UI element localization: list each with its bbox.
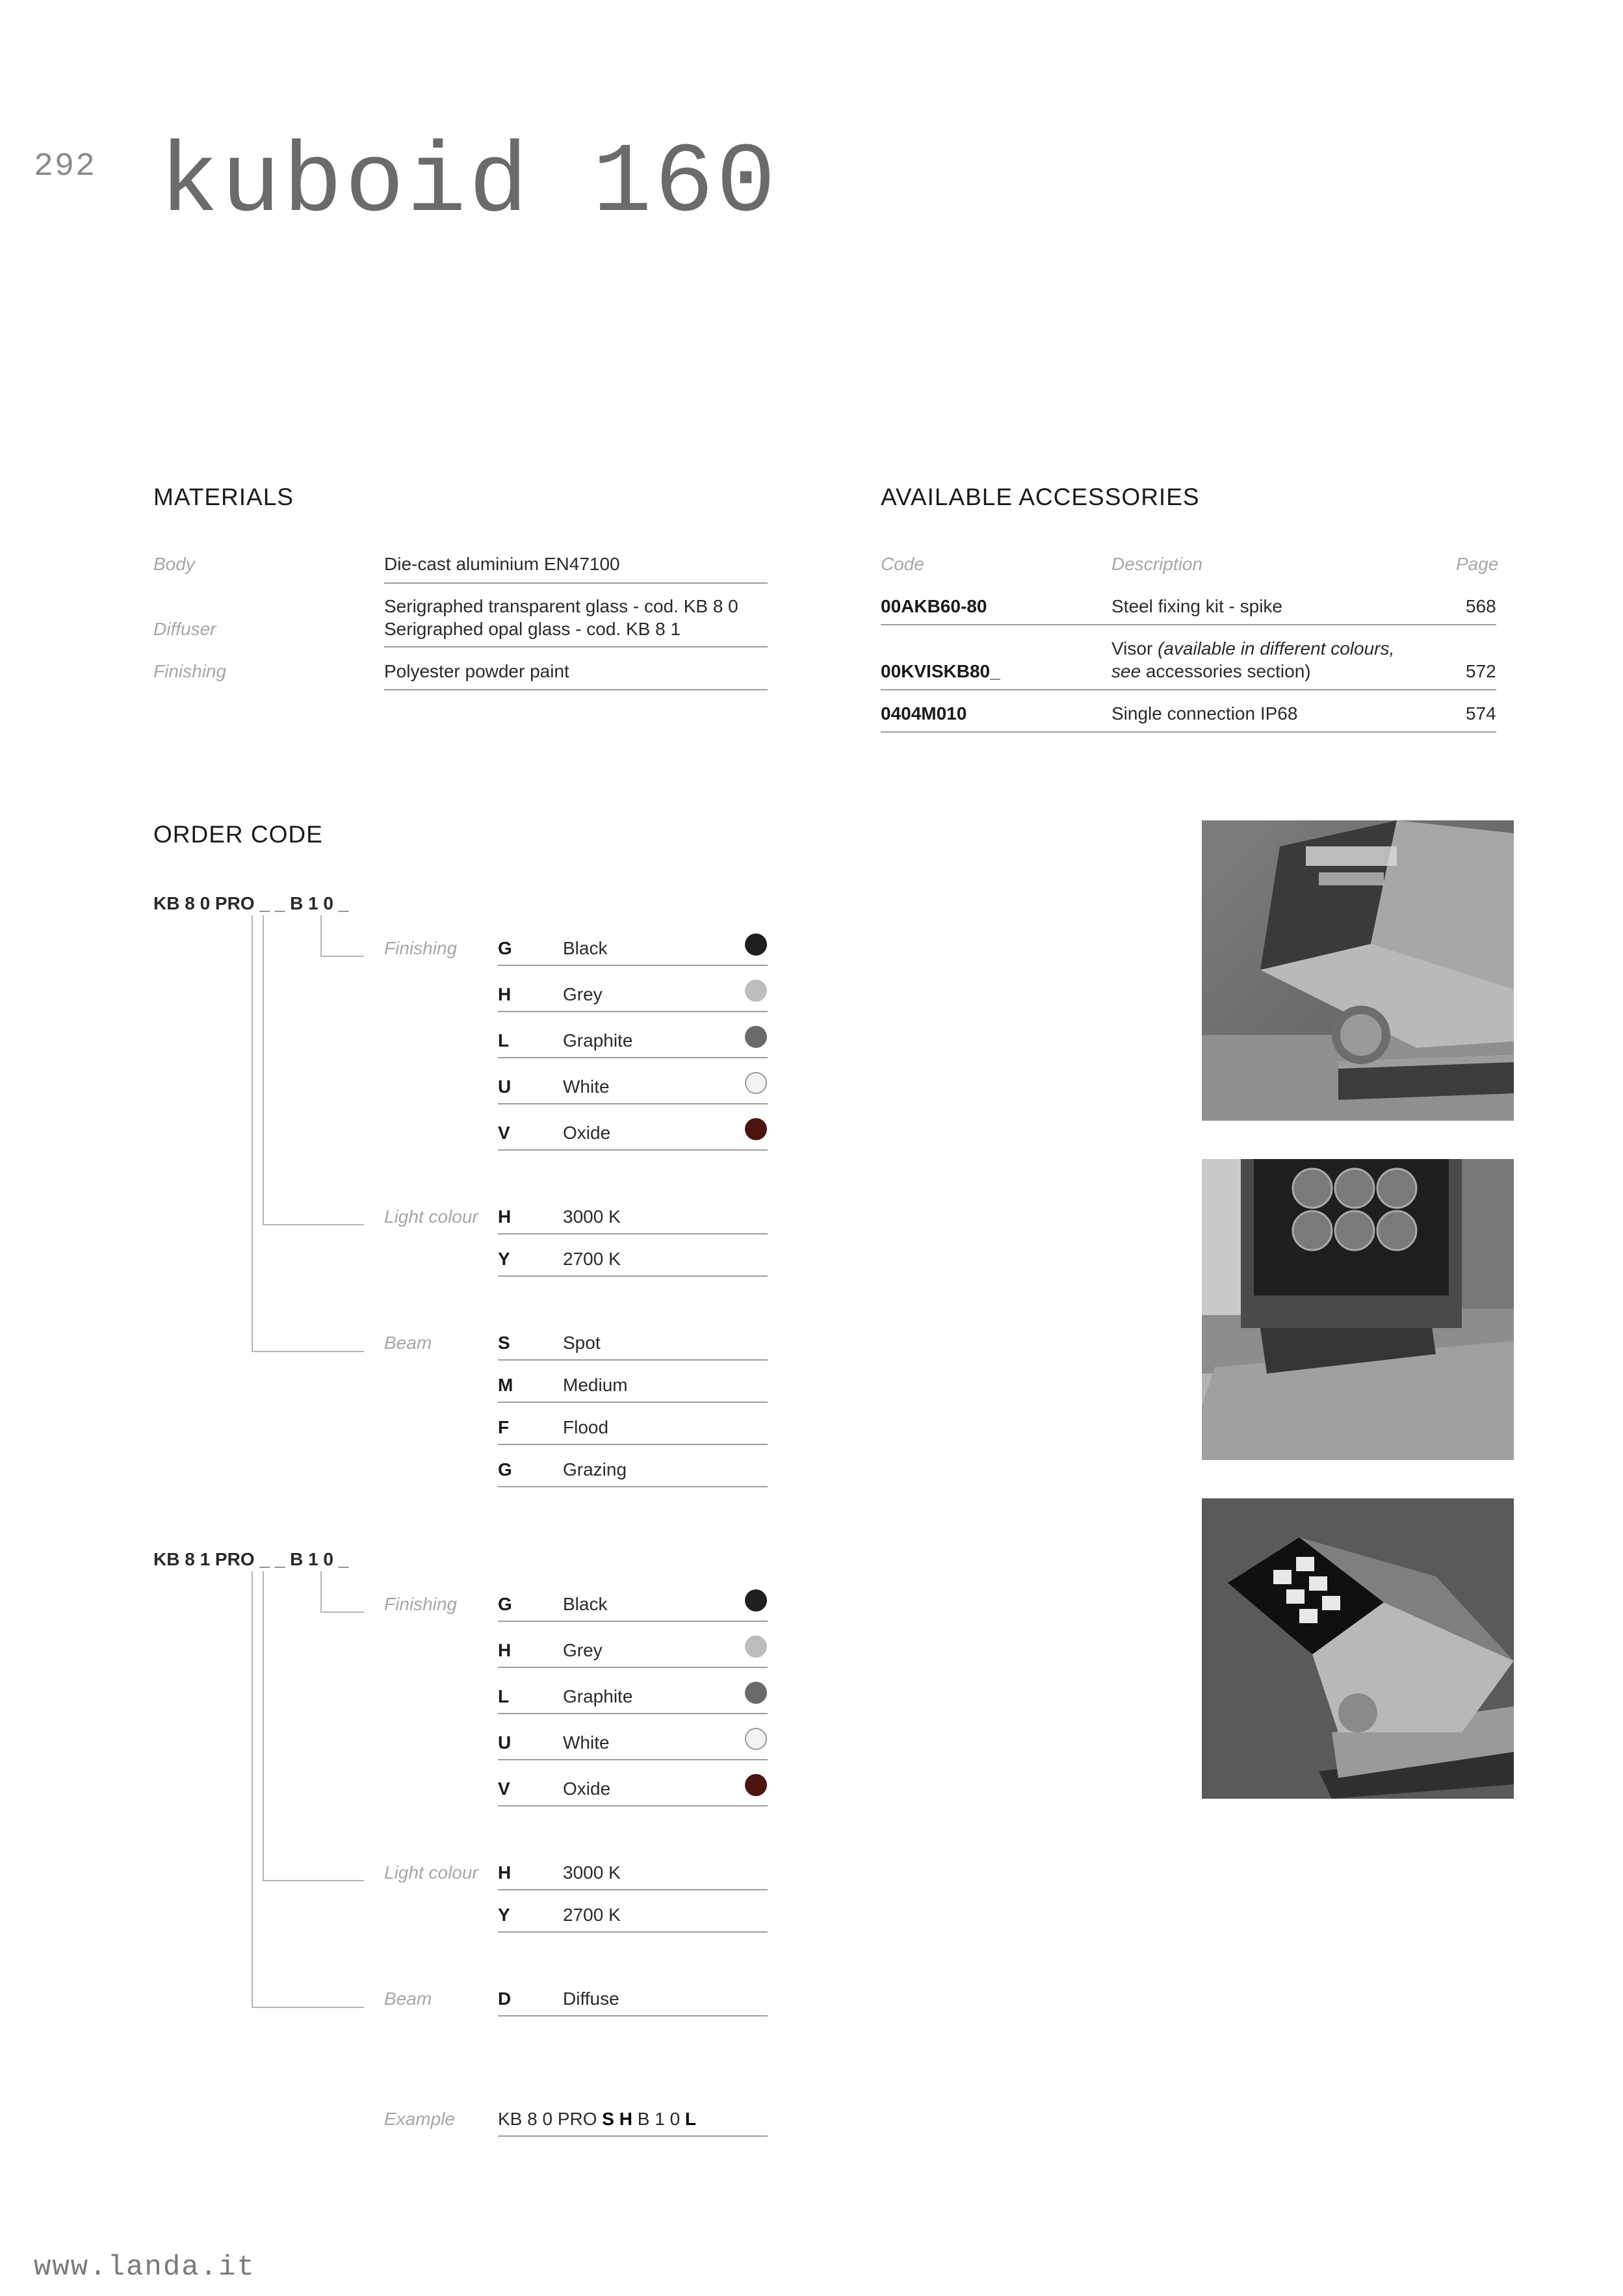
divider xyxy=(384,689,768,690)
option-name: Graphite xyxy=(563,1686,633,1706)
option-name: White xyxy=(563,1732,610,1753)
accessories-col-description: Description xyxy=(1111,554,1203,574)
divider xyxy=(384,646,768,647)
option-code: F xyxy=(498,1417,510,1437)
materials-label-diffuser: Diffuser xyxy=(153,619,216,639)
tree-connector xyxy=(263,1571,264,1880)
option-code: L xyxy=(498,1686,510,1706)
materials-value-diffuser-line1: Serigraphed transparent glass - cod. KB 8 0 xyxy=(384,596,738,616)
tree-connector xyxy=(252,1351,364,1352)
color-swatch-grey xyxy=(745,1636,767,1658)
option-name: Black xyxy=(563,1594,608,1614)
tree-connector xyxy=(252,2007,364,2008)
product-photo-side xyxy=(1202,820,1514,1121)
divider xyxy=(498,1011,768,1012)
divider xyxy=(498,1805,768,1807)
divider xyxy=(498,965,768,966)
option-name: 2700 K xyxy=(563,1249,621,1269)
color-swatch-graphite xyxy=(745,1026,767,1048)
accessories-heading: AVAILABLE ACCESSORIES xyxy=(881,484,1200,510)
option-code: Y xyxy=(498,1905,510,1925)
color-swatch-white xyxy=(745,1728,767,1750)
materials-value-diffuser-line2: Serigraphed opal glass - cod. KB 8 1 xyxy=(384,619,681,639)
option-code: U xyxy=(498,1076,512,1097)
accessory-code: 0404M010 xyxy=(881,703,967,724)
accessory-code: 00AKB60-80 xyxy=(881,596,987,616)
option-name: Grey xyxy=(563,1640,603,1660)
option-code: H xyxy=(498,1207,512,1227)
divider xyxy=(498,1402,768,1403)
materials-value-finishing: Polyester powder paint xyxy=(384,661,569,681)
divider xyxy=(881,624,1496,625)
light-colour-label: Light colour xyxy=(384,1862,478,1883)
beam-label: Beam xyxy=(384,1989,432,2009)
divider xyxy=(498,1621,768,1622)
divider xyxy=(498,1233,768,1234)
option-code: M xyxy=(498,1375,513,1395)
option-name: 3000 K xyxy=(563,1862,621,1883)
divider xyxy=(498,2015,768,2016)
divider xyxy=(498,1057,768,1058)
color-swatch-black xyxy=(745,1589,767,1611)
accessory-page: 574 xyxy=(1466,703,1496,724)
divider xyxy=(498,1931,768,1933)
option-name: Flood xyxy=(563,1417,609,1437)
finishing-label: Finishing xyxy=(384,938,458,958)
divider xyxy=(498,1275,768,1277)
color-swatch-grey xyxy=(745,980,767,1002)
option-name: Oxide xyxy=(563,1123,611,1143)
footer-url[interactable]: www.landa.it xyxy=(34,2251,255,2284)
divider xyxy=(498,1444,768,1445)
option-code: H xyxy=(498,1640,512,1660)
accessory-page: 568 xyxy=(1466,596,1496,616)
accessory-description-line2: see accessories section) xyxy=(1111,661,1311,681)
accessory-description-line1: Visor (available in different colours, xyxy=(1111,638,1395,659)
order-code: KB 8 1 PRO _ _ B 1 0 _ xyxy=(153,1549,349,1569)
tree-connector xyxy=(263,915,264,1224)
accessories-col-code: Code xyxy=(881,554,924,574)
option-code: U xyxy=(498,1732,512,1753)
tree-connector xyxy=(263,1880,364,1881)
materials-value-body: Die-cast aluminium EN47100 xyxy=(384,554,620,574)
accessory-description: Single connection IP68 xyxy=(1111,703,1298,724)
color-swatch-black xyxy=(745,933,767,956)
divider xyxy=(498,1149,768,1151)
option-code: G xyxy=(498,1594,512,1614)
example-code: KB 8 0 PRO S H B 1 0 L xyxy=(498,2109,697,2129)
product-photo-front xyxy=(1202,1159,1514,1460)
option-name: 2700 K xyxy=(563,1905,621,1925)
option-name: Spot xyxy=(563,1333,601,1353)
option-code: G xyxy=(498,1459,512,1480)
option-code: V xyxy=(498,1779,510,1799)
divider xyxy=(498,1759,768,1760)
product-photo-angle xyxy=(1202,1498,1514,1799)
materials-label-finishing: Finishing xyxy=(153,661,227,681)
option-code: V xyxy=(498,1123,510,1143)
order-code-heading: ORDER CODE xyxy=(153,821,323,848)
divider xyxy=(384,582,768,584)
page-number: 292 xyxy=(34,148,97,185)
finishing-label: Finishing xyxy=(384,1594,458,1614)
light-colour-label: Light colour xyxy=(384,1207,478,1227)
option-name: Diffuse xyxy=(563,1989,619,2009)
accessories-col-page: Page xyxy=(1456,554,1499,574)
option-code: G xyxy=(498,938,512,958)
divider xyxy=(881,731,1496,733)
option-name: Graphite xyxy=(563,1030,633,1050)
option-name: 3000 K xyxy=(563,1207,621,1227)
option-code: L xyxy=(498,1030,510,1050)
divider xyxy=(498,1359,768,1361)
color-swatch-oxide xyxy=(745,1118,767,1140)
tree-connector xyxy=(320,1611,364,1613)
option-name: Black xyxy=(563,938,608,958)
color-swatch-graphite xyxy=(745,1682,767,1704)
divider xyxy=(498,1486,768,1487)
tree-connector xyxy=(252,915,253,1351)
color-swatch-white xyxy=(745,1072,767,1094)
accessory-description: Steel fixing kit - spike xyxy=(1111,596,1282,616)
tree-connector xyxy=(320,956,364,957)
accessory-page: 572 xyxy=(1466,661,1496,681)
tree-connector xyxy=(320,915,322,956)
product-title: kuboid 160 xyxy=(159,127,779,240)
materials-label-body: Body xyxy=(153,554,195,574)
color-swatch-oxide xyxy=(745,1774,767,1796)
option-name: White xyxy=(563,1076,610,1097)
option-code: H xyxy=(498,1862,512,1883)
tree-connector xyxy=(320,1571,322,1611)
divider xyxy=(498,1713,768,1714)
option-code: D xyxy=(498,1989,512,2009)
divider xyxy=(498,1667,768,1668)
divider xyxy=(498,1889,768,1890)
option-code: Y xyxy=(498,1249,510,1269)
tree-connector xyxy=(252,1571,253,2007)
option-name: Oxide xyxy=(563,1779,611,1799)
accessory-code: 00KVISKB80_ xyxy=(881,661,1000,681)
option-name: Medium xyxy=(563,1375,628,1395)
divider xyxy=(881,689,1496,690)
divider xyxy=(498,2135,768,2137)
materials-heading: MATERIALS xyxy=(153,484,294,510)
order-code: KB 8 0 PRO _ _ B 1 0 _ xyxy=(153,893,349,913)
divider xyxy=(498,1103,768,1104)
example-label: Example xyxy=(384,2109,455,2129)
option-name: Grazing xyxy=(563,1459,627,1480)
option-code: S xyxy=(498,1333,510,1353)
option-code: H xyxy=(498,984,512,1004)
option-name: Grey xyxy=(563,984,603,1004)
tree-connector xyxy=(263,1224,364,1225)
beam-label: Beam xyxy=(384,1333,432,1353)
